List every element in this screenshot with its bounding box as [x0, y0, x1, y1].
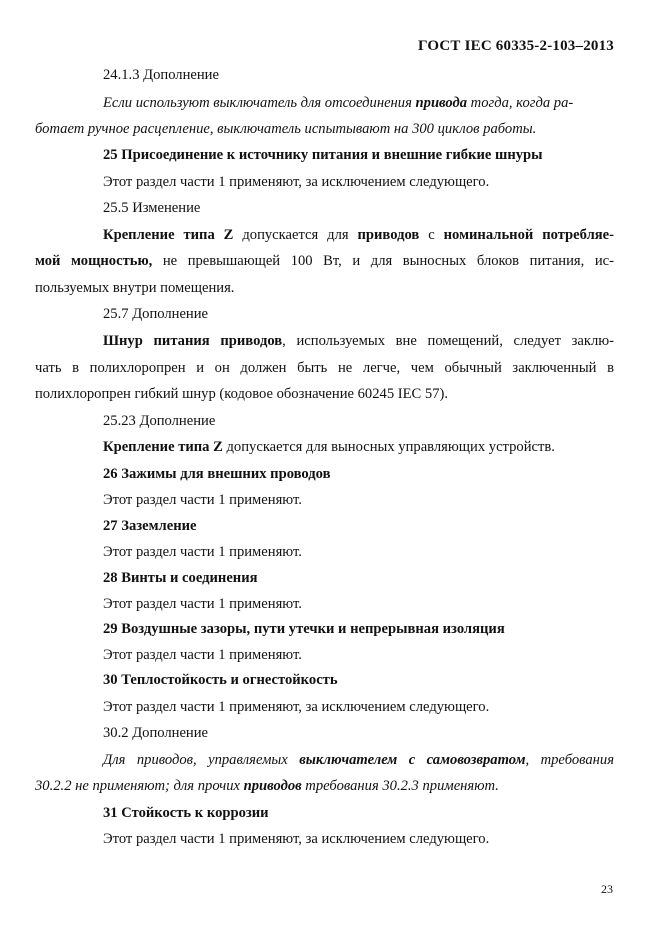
clause-25-23-heading: 25.23 Дополнение	[103, 413, 216, 429]
section-31-heading: 31 Стойкость к коррозии	[103, 805, 269, 821]
section-25-heading: 25 Присоединение к источнику питания и внешние гибкие шнуры	[103, 147, 543, 163]
section-28-heading: 28 Винты и соединения	[103, 570, 258, 586]
clause-25-7-heading: 25.7 Дополнение	[103, 306, 209, 322]
clause-24-1-3-heading: 24.1.3 Дополнение	[103, 67, 219, 83]
clause-30-2-heading: 30.2 Дополнение	[103, 725, 209, 741]
clause-24-1-3-text-line2: ботает ручное расцепление, выключатель испытывают на 300 циклов работы.	[35, 121, 537, 137]
section-26-heading: 26 Зажимы для внешних проводов	[103, 466, 331, 482]
section-29-text: Этот раздел части 1 применяют.	[103, 647, 302, 663]
term-privod: привода	[415, 95, 468, 111]
clause-25-7-text-line2: чать в полихлоропрен и он должен быть не легче, чем обычный заключенный в	[35, 360, 614, 376]
clause-25-7-text-line1: Шнур питания приводов, используемых вне помещений, следует заклю-	[103, 333, 614, 349]
clause-25-5-text-line1: Крепление типа Z допускается для приводов с номинальной потребляе-	[103, 227, 615, 243]
document-header: ГОСТ IEC 60335-2-103–2013	[417, 38, 614, 54]
section-30-heading: 30 Теплостойкость и огнестойкость	[103, 672, 338, 688]
clause-25-7-text-line3: полихлоропрен гибкий шнур (кодовое обозначение 60245 IEC 57).	[35, 386, 449, 402]
clause-30-2-text-line2: 30.2.2 не применяют; для прочих приводов требования 30.2.3 применяют.	[35, 778, 499, 794]
page-number: 23	[601, 882, 613, 896]
section-27-heading: 27 Заземление	[103, 518, 197, 534]
clause-25-5-text-line2: мой мощностью, не превышающей 100 Вт, и для выносных блоков питания, ис-	[35, 253, 614, 269]
clause-25-5-text-line3: пользуемых внутри помещения.	[35, 280, 235, 296]
section-31-text: Этот раздел части 1 применяют, за исключением следующего.	[103, 831, 490, 847]
section-25-text: Этот раздел части 1 применяют, за исключением следующего.	[103, 174, 490, 190]
section-29-heading: 29 Воздушные зазоры, пути утечки и непрерывная изоляция	[103, 621, 505, 637]
clause-30-2-text-line1: Для приводов, управляемых выключателем с самовозвратом, требования	[103, 752, 614, 768]
section-28-text: Этот раздел части 1 применяют.	[103, 596, 302, 612]
section-30-text: Этот раздел части 1 применяют, за исключением следующего.	[103, 699, 490, 715]
section-27-text: Этот раздел части 1 применяют.	[103, 544, 302, 560]
clause-25-23-text: Крепление типа Z допускается для выносных управляющих устройств.	[103, 439, 555, 455]
clause-25-5-heading: 25.5 Изменение	[103, 200, 201, 216]
section-26-text: Этот раздел части 1 применяют.	[103, 492, 302, 508]
clause-24-1-3-text-line1: Если используют выключатель для отсоединения привода тогда, когда ра-	[103, 95, 574, 111]
